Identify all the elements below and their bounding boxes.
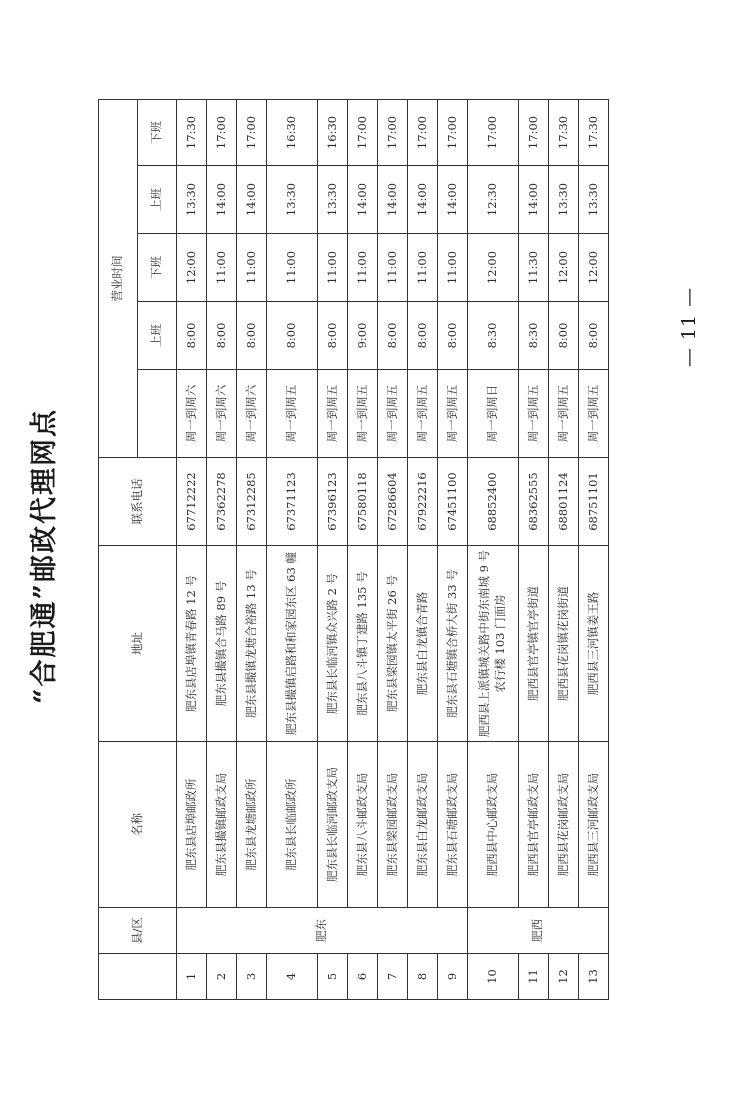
cell-address: 肥西县上派镇城关路中街东南城 9 号农行楼 103 门面房 — [468, 546, 519, 742]
cell-am-close: 12:00 — [177, 234, 207, 302]
cell-pm-open: 14:00 — [378, 166, 408, 234]
cell-days: 周一到周五 — [579, 370, 609, 458]
cell-address: 肥东县撮镇启路和和家园东区 63 幢 — [267, 546, 318, 742]
cell-index: 11 — [519, 954, 549, 1000]
cell-pm-open: 14:00 — [207, 166, 237, 234]
cell-days: 周一到周六 — [177, 370, 207, 458]
cell-name: 肥东县店埠邮政所 — [177, 742, 207, 908]
cell-index: 12 — [549, 954, 579, 1000]
header-name: 名称 — [99, 742, 177, 908]
cell-am-close: 11:00 — [408, 234, 438, 302]
cell-am-open: 8:00 — [207, 302, 237, 370]
cell-name: 肥西县花岗邮政支局 — [549, 742, 579, 908]
cell-index: 4 — [267, 954, 318, 1000]
cell-address: 肥东县长临河镇众兴路 2 号 — [318, 546, 348, 742]
cell-days: 周一到周五 — [549, 370, 579, 458]
cell-am-close: 12:00 — [579, 234, 609, 302]
cell-pm-open: 14:00 — [348, 166, 378, 234]
cell-am-open: 8:30 — [468, 302, 519, 370]
cell-days: 周一到周五 — [519, 370, 549, 458]
cell-am-close: 11:00 — [438, 234, 468, 302]
cell-phone: 67712222 — [177, 458, 207, 546]
header-phone: 联系电话 — [99, 458, 177, 546]
cell-phone: 67312285 — [237, 458, 267, 546]
cell-pm-open: 13:30 — [549, 166, 579, 234]
cell-am-open: 8:00 — [237, 302, 267, 370]
cell-am-open: 9:00 — [348, 302, 378, 370]
cell-address: 肥西县花岗镇花岗街道 — [549, 546, 579, 742]
cell-phone: 68801124 — [549, 458, 579, 546]
cell-name: 肥东县长临邮政所 — [267, 742, 318, 908]
cell-pm-close: 17:00 — [519, 99, 549, 165]
cell-district: 肥东 — [177, 908, 468, 954]
cell-pm-open: 13:30 — [177, 166, 207, 234]
cell-am-open: 8:00 — [579, 302, 609, 370]
cell-days: 周一到周六 — [237, 370, 267, 458]
cell-address: 肥西县官亭镇官亭街道 — [519, 546, 549, 742]
cell-am-close: 11:00 — [267, 234, 318, 302]
cell-name: 肥东县石塘邮政支局 — [438, 742, 468, 908]
cell-index: 9 — [438, 954, 468, 1000]
cell-pm-close: 17:00 — [348, 99, 378, 165]
outlet-table — [98, 99, 609, 1000]
table-row — [549, 99, 579, 999]
cell-index: 7 — [378, 954, 408, 1000]
cell-name: 肥东县长临河邮政支局 — [318, 742, 348, 908]
cell-pm-open: 13:30 — [318, 166, 348, 234]
cell-name: 肥西县三河邮政支局 — [579, 742, 609, 908]
cell-address: 肥东县撮镇合马路 89 号 — [207, 546, 237, 742]
table-row — [468, 99, 519, 999]
header-pm-open: 上班 — [138, 166, 177, 234]
cell-days: 周一到周五 — [438, 370, 468, 458]
cell-am-close: 11:00 — [237, 234, 267, 302]
cell-index: 1 — [177, 954, 207, 1000]
cell-phone: 67396123 — [318, 458, 348, 546]
cell-name: 肥东县白龙邮政支局 — [408, 742, 438, 908]
cell-phone: 67362278 — [207, 458, 237, 546]
cell-pm-open: 13:30 — [579, 166, 609, 234]
cell-pm-open: 14:00 — [438, 166, 468, 234]
cell-address: 肥东县撮镇龙塘合裕路 13 号 — [237, 546, 267, 742]
cell-address: 肥东县石塘镇合桥大街 33 号 — [438, 546, 468, 742]
cell-am-open: 8:00 — [378, 302, 408, 370]
cell-pm-open: 14:00 — [237, 166, 267, 234]
cell-am-open: 8:00 — [267, 302, 318, 370]
table-row — [408, 99, 438, 999]
cell-address: 肥东县梁园镇太平街 26 号 — [378, 546, 408, 742]
cell-days: 周一到周五 — [267, 370, 318, 458]
cell-phone: 68362555 — [519, 458, 549, 546]
table-row — [267, 99, 318, 999]
cell-name: 肥西县中心邮政支局 — [468, 742, 519, 908]
cell-address: 肥东县店埠镇青春路 12 号 — [177, 546, 207, 742]
header-hours: 营业时间 — [99, 99, 138, 457]
cell-pm-close: 17:00 — [207, 99, 237, 165]
cell-phone: 67451100 — [438, 458, 468, 546]
header-am-open: 上班 — [138, 302, 177, 370]
cell-district: 肥西 — [468, 908, 609, 954]
cell-name: 肥东县八斗邮政支局 — [348, 742, 378, 908]
cell-am-close: 11:30 — [519, 234, 549, 302]
cell-pm-open: 14:00 — [408, 166, 438, 234]
cell-am-close: 11:00 — [378, 234, 408, 302]
table-row — [519, 99, 549, 999]
cell-pm-open: 13:30 — [267, 166, 318, 234]
cell-days: 周一到周五 — [348, 370, 378, 458]
cell-days: 周一到周日 — [468, 370, 519, 458]
cell-index: 8 — [408, 954, 438, 1000]
header-row — [99, 99, 138, 999]
cell-pm-close: 17:00 — [438, 99, 468, 165]
cell-name: 肥西县官亭邮政支局 — [519, 742, 549, 908]
cell-pm-close: 17:00 — [468, 99, 519, 165]
page-number: — 11 — — [678, 286, 700, 368]
cell-am-close: 11:00 — [318, 234, 348, 302]
header-index — [99, 954, 177, 1000]
cell-phone: 67580118 — [348, 458, 378, 546]
cell-index: 10 — [468, 954, 519, 1000]
cell-am-open: 8:00 — [318, 302, 348, 370]
cell-name: 肥东县梁园邮政支局 — [378, 742, 408, 908]
cell-name: 肥东县撮镇邮政支局 — [207, 742, 237, 908]
table-row — [438, 99, 468, 999]
cell-days: 周一到周五 — [408, 370, 438, 458]
header-am-close: 下班 — [138, 234, 177, 302]
page-title: “合肥通”邮政代理网点 — [29, 407, 60, 705]
table-body — [177, 99, 609, 999]
cell-index: 6 — [348, 954, 378, 1000]
cell-pm-close: 17:00 — [237, 99, 267, 165]
table-row — [177, 99, 207, 999]
cell-pm-close: 17:30 — [579, 99, 609, 165]
cell-am-open: 8:30 — [519, 302, 549, 370]
cell-phone: 68852400 — [468, 458, 519, 546]
cell-name: 肥东县龙塘邮政所 — [237, 742, 267, 908]
header-pm-close: 下班 — [138, 99, 177, 165]
cell-am-close: 11:00 — [207, 234, 237, 302]
table-row — [378, 99, 408, 999]
cell-phone: 67922216 — [408, 458, 438, 546]
cell-pm-close: 17:00 — [378, 99, 408, 165]
cell-pm-open: 12:30 — [468, 166, 519, 234]
cell-phone: 68751101 — [579, 458, 609, 546]
cell-phone: 67371123 — [267, 458, 318, 546]
cell-index: 13 — [579, 954, 609, 1000]
cell-address: 肥西县三河镇姜王路 — [579, 546, 609, 742]
cell-address: 肥东县八斗镇丁建路 135 号 — [348, 546, 378, 742]
cell-am-close: 12:00 — [468, 234, 519, 302]
table-row — [318, 99, 348, 999]
cell-pm-close: 16:30 — [318, 99, 348, 165]
table-row — [348, 99, 378, 999]
cell-days: 周一到周五 — [318, 370, 348, 458]
cell-pm-close: 17:30 — [549, 99, 579, 165]
cell-days: 周一到周五 — [378, 370, 408, 458]
cell-phone: 67286604 — [378, 458, 408, 546]
table-row — [579, 99, 609, 999]
table-row — [207, 99, 237, 999]
cell-pm-close: 16:30 — [267, 99, 318, 165]
cell-index: 2 — [207, 954, 237, 1000]
cell-pm-open: 14:00 — [519, 166, 549, 234]
cell-am-open: 8:00 — [549, 302, 579, 370]
cell-am-open: 8:00 — [408, 302, 438, 370]
cell-days: 周一到周六 — [207, 370, 237, 458]
header-days — [138, 370, 177, 458]
cell-index: 3 — [237, 954, 267, 1000]
cell-pm-close: 17:00 — [408, 99, 438, 165]
cell-am-close: 12:00 — [549, 234, 579, 302]
header-district: 县/区 — [99, 908, 177, 954]
cell-am-close: 11:00 — [348, 234, 378, 302]
cell-am-open: 8:00 — [438, 302, 468, 370]
cell-am-open: 8:00 — [177, 302, 207, 370]
table-row — [237, 99, 267, 999]
cell-address: 肥东县白龙镇合青路 — [408, 546, 438, 742]
cell-index: 5 — [318, 954, 348, 1000]
header-address: 地址 — [99, 546, 177, 742]
cell-pm-close: 17:30 — [177, 99, 207, 165]
